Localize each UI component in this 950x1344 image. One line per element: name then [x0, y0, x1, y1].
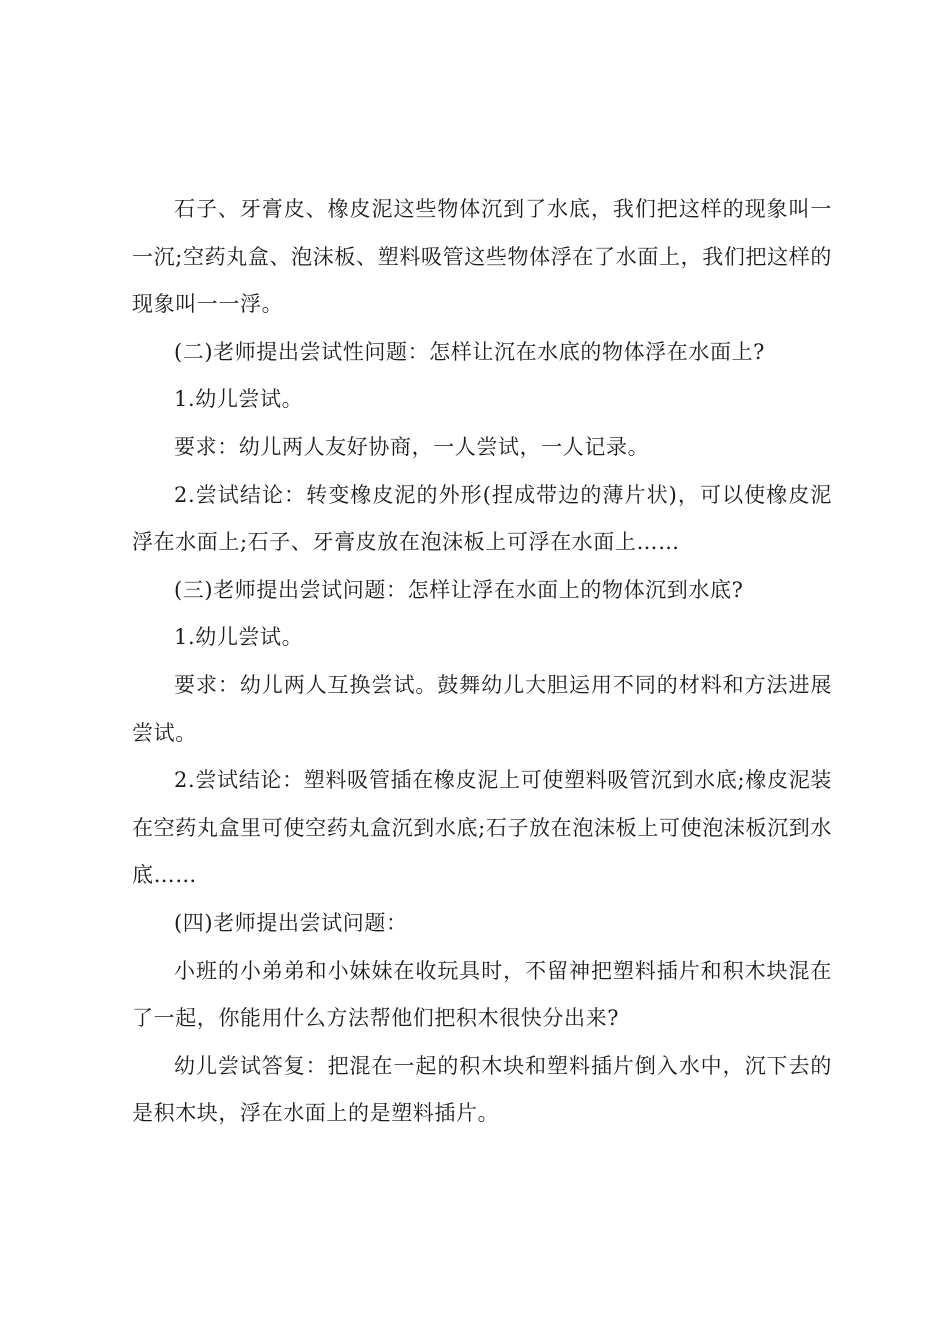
paragraph-section-3-requirement: 要求：幼儿两人互换尝试。鼓舞幼儿大胆运用不同的材料和方法进展尝试。 [132, 672, 832, 745]
paragraph-section-4-question: (四)老师提出尝试问题： [174, 910, 408, 935]
paragraph-section-3-step-1: 1.幼儿尝试。 [174, 625, 304, 650]
paragraph-section-3-conclusion: 2.尝试结论：塑料吸管插在橡皮泥上可使塑料吸管沉到水底;橡皮泥装在空药丸盒里可使空药丸盒沉到水底;石子放在泡沫板上可使泡沫板沉到水底…… [132, 768, 832, 888]
paragraph-section-2-requirement: 要求：幼儿两人友好协商，一人尝试，一人记录。 [174, 434, 650, 459]
paragraph-section-2-question: (二)老师提出尝试性问题：怎样让沉在水底的物体浮在水面上? [174, 339, 766, 364]
document-body [132, 186, 832, 1138]
paragraph-section-2-step-1: 1.幼儿尝试。 [174, 387, 304, 412]
paragraph-section-4-answer: 幼儿尝试答复：把混在一起的积木块和塑料插片倒入水中，沉下去的是积木块，浮在水面上的是塑料插片。 [132, 1053, 832, 1126]
paragraph-section-4-scenario: 小班的小弟弟和小妹妹在收玩具时，不留神把塑料插片和积木块混在了一起，你能用什么方法帮他们把积木很快分出来? [132, 958, 832, 1031]
paragraph-section-3-question: (三)老师提出尝试问题：怎样让浮在水面上的物体沉到水底? [174, 577, 744, 602]
paragraph-section-2-conclusion: 2.尝试结论：转变橡皮泥的外形(捏成带边的薄片状)，可以使橡皮泥浮在水面上;石子、牙膏皮放在泡沫板上可浮在水面上…… [132, 482, 832, 555]
paragraph-sink-float-definition: 石子、牙膏皮、橡皮泥这些物体沉到了水底，我们把这样的现象叫一一沉;空药丸盒、泡沫板、塑料吸管这些物体浮在了水面上，我们把这样的现象叫一一浮。 [132, 197, 832, 317]
